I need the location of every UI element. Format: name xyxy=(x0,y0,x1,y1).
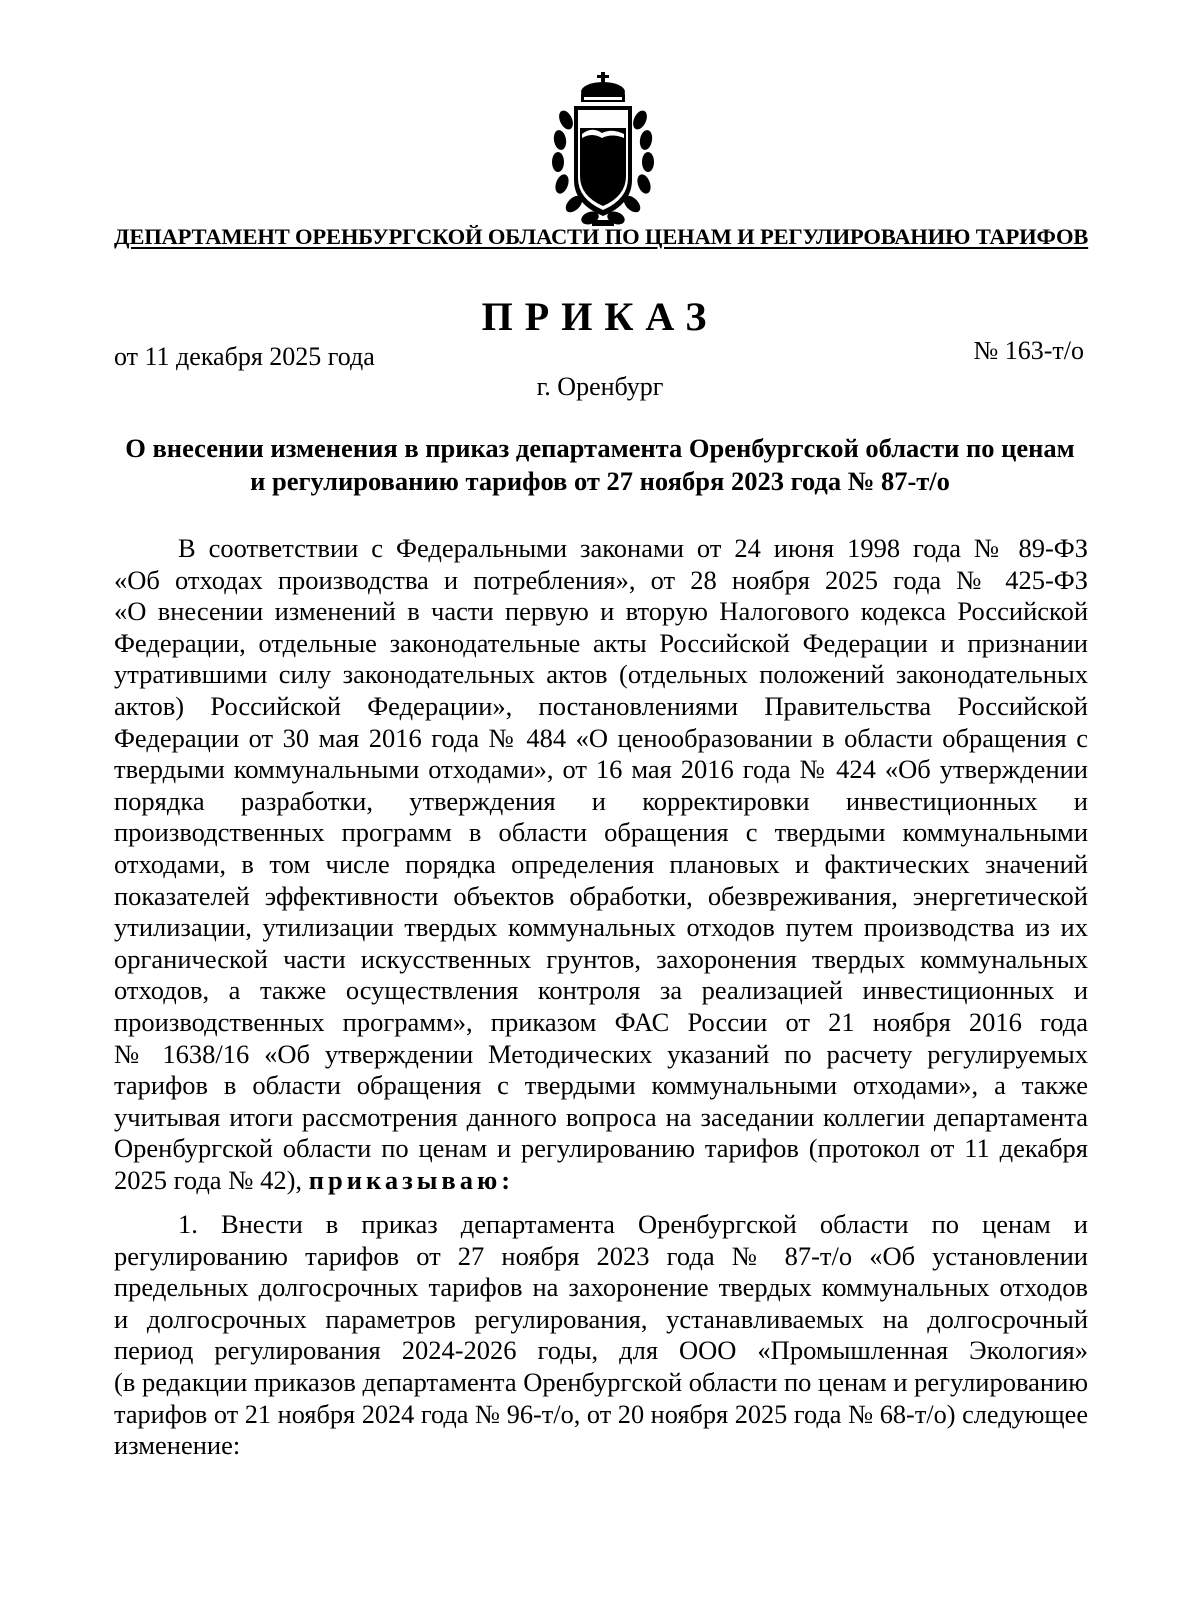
preamble-protocol-ref: 2025 года № 42), xyxy=(114,1164,309,1195)
paragraph-line: учитывая итоги рассмотрения данного вопроса на заседании коллегии департамента xyxy=(114,1101,1088,1132)
document-city: г. Оренбург xyxy=(536,372,664,401)
paragraph-line: изменение: xyxy=(114,1430,241,1461)
paragraph-line: В соответствии с Федеральными законами от 24 июня 1998 года № 89-ФЗ xyxy=(178,533,1088,563)
paragraph-line: регулированию тарифов от 27 ноября 2023 года № 87-т/о «Об установлении xyxy=(114,1240,1088,1271)
paragraph-line: предельных долгосрочных тарифов на захоронение твердых коммунальных отходов xyxy=(114,1272,1088,1303)
subject-line: и регулированию тарифов от 27 ноября 2023 года № 87-т/о xyxy=(250,466,950,496)
paragraph-line: производственных программ в области обращения с твердыми коммунальными xyxy=(114,817,1088,848)
paragraph-line: тарифов в области обращения с твердыми коммунальными отходами», а также xyxy=(114,1070,1088,1101)
paragraph-line: период регулирования 2024-2026 годы, для ООО «Промышленная Экология» xyxy=(114,1335,1088,1366)
paragraph-line: утилизации, утилизации твердых коммунальных отходов путем производства из их xyxy=(114,912,1088,943)
paragraph-line: Оренбургской области по ценам и регулированию тарифов (протокол от 11 декабря xyxy=(114,1133,1088,1164)
paragraph-line: и долгосрочных параметров регулирования, устанавливаемых на долгосрочный xyxy=(114,1303,1088,1334)
paragraph-line: Федерации от 30 мая 2016 года № 484 «О ценообразовании в области обращения с xyxy=(114,722,1088,753)
paragraph-line: твердыми коммунальными отходами», от 16 мая 2016 года № 424 «Об утверждении xyxy=(114,754,1088,785)
paragraph-line: порядка разработки, утверждения и корректировки инвестиционных и xyxy=(114,785,1088,816)
subject-line: О внесении изменения в приказ департамента Оренбургской области по ценам xyxy=(125,433,1075,463)
paragraph-line: Федерации, отдельные законодательные акты Российской Федерации и признании xyxy=(114,627,1088,658)
order-keyword: приказываю: xyxy=(308,1164,515,1195)
paragraph-line: «Об отходах производства и потребления», от 28 ноября 2025 года № 425-ФЗ xyxy=(114,564,1088,595)
paragraph-line: отходами, в том числе порядка определения плановых и фактических значений xyxy=(114,848,1088,879)
paragraph-line: тарифов от 21 ноября 2024 года № 96-т/о, от 20 ноября 2025 года № 68-т/о) следующее xyxy=(114,1399,1088,1429)
paragraph-line: актов) Российской Федерации», постановлениями Правительства Российской xyxy=(114,690,1088,721)
item-1-paragraph xyxy=(114,1209,1088,1462)
paragraph-line: № 1638/16 «Об утверждении Методических указаний по расчету регулируемых xyxy=(114,1038,1088,1069)
paragraph-line: «О внесении изменений в части первую и вторую Налогового кодекса Российской xyxy=(114,596,1088,627)
preamble-paragraph xyxy=(114,533,1088,1196)
paragraph-line: отходов, а также осуществления контроля за реализацией инвестиционных и xyxy=(114,975,1088,1006)
paragraph-line: (в редакции приказов департамента Оренбургской области по ценам и регулированию xyxy=(114,1366,1089,1397)
document-date: от 11 декабря 2025 года xyxy=(114,342,375,371)
paragraph-line: 1. Внести в приказ департамента Оренбургской области по ценам и xyxy=(178,1209,1088,1239)
coat-of-arms-emblem xyxy=(544,70,662,230)
paragraph-line: показателей эффективности объектов обработки, обезвреживания, энергетической xyxy=(114,880,1088,911)
document-title: ПРИКАЗ xyxy=(481,294,719,339)
document-subject xyxy=(110,432,1090,498)
department-name: ДЕПАРТАМЕНТ ОРЕНБУРГСКОЙ ОБЛАСТИ ПО ЦЕНАМ И РЕГУЛИРОВАНИЮ ТАРИФОВ xyxy=(114,224,1089,249)
document-number: № 163-т/о xyxy=(973,336,1084,365)
paragraph-last-line xyxy=(114,1165,1088,1197)
paragraph-line: производственных программ», приказом ФАС России от 21 ноября 2016 года xyxy=(114,1006,1088,1037)
paragraph-line: утратившими силу законодательных актов (отдельных положений законодательных xyxy=(114,659,1088,690)
paragraph-line: органической части искусственных грунтов, захоронения твердых коммунальных xyxy=(114,943,1088,974)
